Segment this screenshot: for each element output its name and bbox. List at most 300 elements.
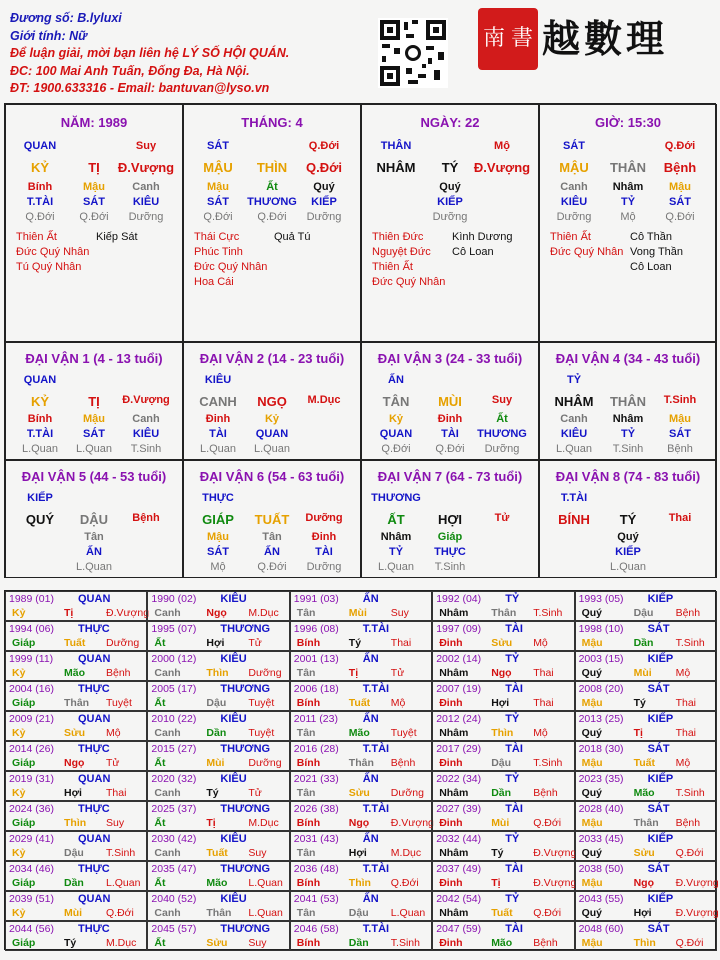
- year-chi: Ngọ: [633, 877, 655, 889]
- dai-van-hidden: Kỷ: [264, 413, 280, 425]
- year-chi: Tý: [206, 787, 219, 799]
- year-chi: Mùi: [64, 907, 83, 919]
- year-state: Dưỡng: [248, 667, 282, 679]
- year-state: L.Quan: [106, 877, 141, 889]
- year-label: 2026 (38): [293, 803, 339, 815]
- year-cell: [5, 891, 147, 921]
- pillar-r2-item: MẬU: [203, 160, 233, 175]
- year-can: Mậu: [581, 937, 603, 949]
- year-label: 2010 (22): [151, 713, 197, 725]
- year-can: Canh: [154, 847, 181, 859]
- year-god: T.TÀI: [362, 803, 390, 815]
- year-can: Mậu: [581, 817, 603, 829]
- pillar-r5-item: Dưỡng: [432, 211, 468, 223]
- year-chi: Dậu: [491, 757, 512, 769]
- year-state: Q.Đới: [675, 937, 704, 949]
- year-can: Quý: [581, 607, 603, 619]
- year-cell: [5, 861, 147, 891]
- year-god: KIẾP: [647, 653, 674, 665]
- pillar-r4-item: KIÊU: [132, 196, 160, 208]
- year-chi: Thân: [491, 607, 517, 619]
- year-state: Tuyệt: [248, 697, 275, 709]
- year-chi: Mão: [64, 667, 85, 679]
- year-label: 2012 (24): [436, 713, 482, 725]
- pillar-r5-item: Dưỡng: [556, 211, 592, 223]
- pillar-r3-item: Nhâm: [612, 181, 644, 193]
- year-can: Giáp: [12, 937, 36, 949]
- dai-van-hidden: Mậu: [83, 413, 105, 425]
- year-god: THỰC: [78, 803, 110, 815]
- dai-van-state: T.Sinh: [663, 394, 697, 406]
- year-can: Nhâm: [439, 787, 469, 799]
- year-chi: Sửu: [348, 787, 370, 799]
- year-chi: Ngọ: [64, 757, 85, 769]
- year-state: Suy: [106, 817, 125, 829]
- year-can: Nhâm: [439, 907, 469, 919]
- year-cell: [147, 771, 289, 801]
- year-cell: [5, 711, 147, 741]
- year-can: Giáp: [12, 637, 36, 649]
- pillar-r4-item: T.TÀI: [26, 196, 54, 208]
- year-chi: Thìn: [64, 817, 87, 829]
- year-chi: Mão: [206, 877, 228, 889]
- year-cell: [290, 741, 432, 771]
- year-god: TỶ: [505, 773, 520, 785]
- year-can: Nhâm: [439, 607, 469, 619]
- year-state: Đ.Vượng: [390, 817, 434, 829]
- pillar-r2-item: THÂN: [609, 160, 647, 175]
- year-label: 2047 (59): [436, 923, 482, 935]
- year-state: Q.Đới: [675, 847, 704, 859]
- year-chi: Thân: [64, 697, 90, 709]
- dai-van-cell: [183, 460, 361, 578]
- year-cell: [5, 921, 147, 951]
- year-chi: Thìn: [491, 727, 514, 739]
- year-god: TỶ: [505, 653, 520, 665]
- pillar-r3-item: Canh: [560, 181, 588, 193]
- pillar-r2-item: KỶ: [30, 160, 50, 175]
- year-chi: Thân: [633, 817, 659, 829]
- year-cell: [432, 861, 577, 891]
- pillar-r5-item: Dưỡng: [306, 211, 342, 223]
- year-state: Mộ: [533, 727, 548, 739]
- year-cell: [5, 831, 147, 861]
- dai-van-hidden-god: TỶ: [388, 546, 404, 558]
- year-can: Bính: [296, 877, 321, 889]
- year-state: Q.Đới: [533, 907, 562, 919]
- year-cell: [575, 921, 717, 951]
- year-label: 1992 (04): [436, 593, 482, 605]
- dai-van-can: CANH: [199, 394, 237, 409]
- year-chi: Sửu: [491, 637, 513, 649]
- year-chi: Dần: [633, 637, 654, 649]
- address-line: ĐC: 100 Mai Anh Tuấn, Đống Đa, Hà Nội.: [10, 63, 250, 78]
- year-label: 2036 (48): [293, 863, 339, 875]
- star-bad: Kiếp Sát: [96, 231, 138, 243]
- pillar-r4-item: TỶ: [620, 196, 636, 208]
- dai-van-hidden-state: T.Sinh: [434, 561, 466, 573]
- year-god: KIẾP: [647, 593, 674, 605]
- year-god: ẤN: [362, 593, 379, 605]
- dai-van-hidden-state: L.Quan: [555, 443, 593, 455]
- year-can: Giáp: [12, 697, 36, 709]
- year-state: Đ.Vượng: [533, 877, 577, 889]
- year-cell: [290, 591, 432, 621]
- dai-van-hidden-god: THƯƠNG: [477, 428, 527, 440]
- year-chi: Mùi: [491, 817, 510, 829]
- pillar-r2-item: Q.Đới: [306, 160, 342, 175]
- year-chi: Tị: [491, 877, 501, 889]
- year-god: KIÊU: [220, 893, 247, 905]
- dai-van-hidden-state: L.Quan: [377, 561, 415, 573]
- year-god: TỶ: [505, 713, 520, 725]
- dai-van-chi: TỊ: [88, 394, 100, 409]
- dai-van-hidden: Tân: [262, 531, 282, 543]
- dai-van-chi: MÙI: [438, 394, 462, 409]
- dai-van-hidden-god: THỰC: [434, 546, 466, 558]
- year-chi: Dậu: [206, 697, 227, 709]
- year-god: ẤN: [362, 653, 379, 665]
- pillar-r3-item: Mậu: [669, 181, 691, 193]
- year-chi: Tý: [491, 847, 504, 859]
- pillar-r5-item: Q.Đới: [257, 211, 287, 223]
- year-state: Tử: [248, 637, 262, 649]
- dai-van-can: ẤT: [387, 512, 405, 527]
- dai-van-cell: [539, 342, 717, 460]
- year-god: THỰC: [78, 683, 110, 695]
- year-label: 2022 (34): [436, 773, 482, 785]
- year-label: 2025 (37): [151, 803, 197, 815]
- year-chi: Dần: [491, 787, 512, 799]
- pillar-r5-item: Mộ: [620, 211, 636, 223]
- year-cell: [147, 861, 289, 891]
- year-cell: [5, 651, 147, 681]
- year-cell: [432, 771, 574, 801]
- year-can: Ất: [154, 817, 166, 829]
- pillar-r1-item: THÂN: [380, 140, 412, 152]
- dai-van-title: ĐẠI VẬN 5 (44 - 53 tuổi): [21, 469, 167, 484]
- year-can: Quý: [581, 907, 603, 919]
- year-label: 2014 (26): [9, 743, 54, 755]
- year-cell: [575, 771, 717, 801]
- dai-van-hidden-state: T.Sinh: [612, 443, 644, 455]
- dai-van-hidden-god: QUAN: [255, 428, 289, 440]
- year-cell: [575, 681, 717, 711]
- dai-van-can: KỶ: [30, 394, 50, 409]
- star-good: Đức Quý Nhân: [16, 246, 90, 258]
- pillar-r2-item: NHÂM: [376, 160, 416, 175]
- dai-van-cell: [5, 342, 183, 460]
- year-cell: [290, 891, 432, 921]
- year-chi: Tị: [348, 667, 359, 679]
- year-can: Nhâm: [439, 727, 469, 739]
- year-state: Dưỡng: [248, 757, 282, 769]
- year-cell: [432, 891, 574, 921]
- year-state: Tuyệt: [106, 697, 132, 709]
- year-can: Quý: [581, 667, 603, 679]
- year-cell: [432, 741, 574, 771]
- dai-van-hidden-state: L.Quan: [75, 443, 113, 455]
- dai-van-state: Bệnh: [132, 512, 160, 524]
- year-can: Mậu: [581, 637, 603, 649]
- dai-van-hidden: Canh: [560, 413, 588, 425]
- dai-van-hidden: Đinh: [311, 531, 337, 543]
- year-state: Mộ: [675, 757, 691, 769]
- year-label: 2041 (53): [293, 893, 339, 905]
- year-state: Bệnh: [533, 937, 558, 949]
- year-cell: [575, 891, 717, 921]
- dai-van-hidden-god: TỶ: [620, 428, 636, 440]
- year-chi: Mùi: [206, 757, 225, 769]
- year-chi: Thân: [348, 757, 374, 769]
- year-god: QUAN: [78, 773, 111, 785]
- star-good: Hoa Cái: [194, 276, 234, 288]
- pillar-r5-item: Q.Đới: [79, 211, 109, 223]
- year-label: 2044 (56): [9, 923, 54, 935]
- year-can: Mậu: [581, 697, 603, 709]
- year-can: Bính: [296, 817, 321, 829]
- star-good: Thiên Ất: [550, 231, 591, 243]
- dai-van-hidden: Canh: [132, 413, 160, 425]
- star-bad: Kình Dương: [452, 231, 513, 243]
- year-chi: Hợi: [633, 907, 652, 919]
- pillar-r4-item: KIẾP: [437, 196, 463, 208]
- dai-van-hidden-state: L.Quan: [21, 443, 59, 455]
- year-cell: [147, 741, 289, 771]
- year-god: TÀI: [505, 803, 523, 815]
- year-state: Thai: [675, 727, 697, 739]
- year-god: KIÊU: [220, 713, 247, 725]
- star-good: Thái Cực: [194, 231, 240, 243]
- year-state: Q.Đới: [533, 817, 562, 829]
- pillar-r4-item: KIÊU: [560, 196, 588, 208]
- year-label: 2027 (39): [436, 803, 482, 815]
- year-label: 1997 (09): [436, 623, 482, 635]
- dai-van-hidden-god: KIẾP: [615, 546, 641, 558]
- pillar-r2-item: Bệnh: [663, 160, 697, 175]
- year-cell: [147, 651, 289, 681]
- year-can: Nhâm: [439, 667, 469, 679]
- year-chi: Hợi: [348, 847, 367, 859]
- year-state: Tử: [390, 667, 405, 679]
- year-state: Suy: [248, 847, 267, 859]
- year-state: M.Dục: [106, 937, 137, 949]
- year-god: KIÊU: [220, 653, 247, 665]
- year-god: KIẾP: [647, 713, 674, 725]
- year-label: 1989 (01): [9, 593, 54, 605]
- pillar-r4-item: SÁT: [207, 196, 229, 208]
- dai-van-can: GIÁP: [202, 512, 234, 527]
- year-cell: [432, 621, 574, 651]
- dai-van-hidden-state: Bệnh: [667, 443, 693, 455]
- year-label: 2006 (18): [293, 683, 339, 695]
- dai-van-state: M.Dục: [307, 394, 341, 406]
- year-label: 2002 (14): [436, 653, 482, 665]
- year-chi: Mão: [348, 727, 370, 739]
- dai-van-hidden-god: TÀI: [315, 546, 333, 558]
- dai-van-cell: [361, 460, 539, 578]
- dai-van-chi: TÝ: [619, 512, 637, 527]
- year-can: Bính: [296, 937, 321, 949]
- year-can: Kỷ: [12, 607, 26, 619]
- year-can: Tân: [296, 607, 316, 619]
- year-label: 2040 (52): [151, 893, 197, 905]
- year-god: KIẾP: [647, 893, 674, 905]
- year-god: THƯƠNG: [220, 803, 271, 815]
- year-cell: [5, 621, 147, 651]
- pillar-r5-item: Q.Đới: [25, 211, 55, 223]
- dai-van-hidden-state: T.Sinh: [130, 443, 162, 455]
- dai-van-hidden: Nhâm: [380, 531, 412, 543]
- year-chi: Tý: [348, 637, 362, 649]
- year-state: Bệnh: [675, 817, 701, 829]
- qr-code-icon: [378, 18, 448, 88]
- year-can: Kỷ: [12, 787, 26, 799]
- pillar-r5-item: Dưỡng: [128, 211, 164, 223]
- year-god: TÀI: [505, 923, 523, 935]
- owner-line: Đương số: B.lyluxi: [10, 11, 122, 25]
- star-good: Thiên Đức: [372, 231, 424, 243]
- dai-van-hidden: Mậu: [669, 413, 691, 425]
- dai-van-hidden: Bính: [27, 413, 53, 425]
- year-chi: Tị: [633, 727, 643, 739]
- year-cell: [432, 711, 574, 741]
- year-cell: [147, 711, 289, 741]
- dai-van-hidden-god: TÀI: [209, 428, 227, 440]
- year-god: SÁT: [647, 923, 670, 935]
- pillar-r3-item: Quý: [439, 181, 461, 193]
- year-state: Tuyệt: [390, 727, 417, 739]
- year-god: THƯƠNG: [220, 923, 271, 935]
- year-can: Quý: [581, 727, 603, 739]
- dai-van-hidden-god: QUAN: [379, 428, 413, 440]
- year-cell: [290, 801, 432, 831]
- dai-van-hidden: Nhâm: [612, 413, 644, 425]
- year-state: Thai: [675, 697, 697, 709]
- year-cell: [290, 681, 432, 711]
- year-chi: Ngọ: [348, 817, 370, 829]
- dai-van-hidden-state: L.Quan: [199, 443, 237, 455]
- dai-van-title: ĐẠI VẬN 6 (54 - 63 tuổi): [199, 469, 345, 484]
- year-cell: [575, 621, 717, 651]
- year-god: T.TÀI: [362, 623, 390, 635]
- pillar-r3-item: Quý: [313, 181, 335, 193]
- year-can: Đinh: [439, 877, 463, 889]
- year-can: Canh: [154, 607, 181, 619]
- year-chi: Hợi: [64, 787, 82, 799]
- year-label: 2004 (16): [9, 683, 54, 695]
- pillar-r3-item: Mậu: [83, 181, 105, 193]
- pillar-r1-item: Q.Đới: [308, 140, 340, 152]
- dai-van-hidden-god: ẤN: [86, 546, 102, 558]
- star-good: Đức Quý Nhân: [550, 246, 624, 258]
- dai-van-cell: [183, 342, 361, 460]
- header-info: [10, 10, 289, 98]
- year-chi: Thìn: [206, 667, 229, 679]
- year-state: Mộ: [533, 637, 548, 649]
- year-can: Kỷ: [12, 667, 26, 679]
- year-god: ẤN: [362, 713, 379, 725]
- year-god: SÁT: [647, 743, 670, 755]
- year-cell: [290, 831, 432, 861]
- year-label: 2023 (35): [578, 773, 624, 785]
- year-god: THƯƠNG: [220, 683, 271, 695]
- year-chi: Hợi: [491, 697, 510, 709]
- dai-van-can: BÍNH: [558, 512, 590, 527]
- year-state: T.Sinh: [675, 637, 705, 649]
- dai-van-god: KIẾP: [27, 492, 53, 504]
- dai-van-can: NHÂM: [554, 394, 594, 409]
- year-chi: Ngọ: [206, 607, 227, 619]
- year-chi: Hợi: [206, 637, 225, 649]
- year-can: Canh: [154, 727, 181, 739]
- year-label: 2008 (20): [578, 683, 624, 695]
- year-state: T.Sinh: [533, 607, 563, 619]
- year-label: 2048 (60): [578, 923, 624, 935]
- year-state: T.Sinh: [675, 787, 705, 799]
- year-state: Bệnh: [533, 787, 558, 799]
- gender-line: Giới tính: Nữ: [10, 28, 88, 43]
- star-bad: Cô Loan: [630, 261, 672, 273]
- year-label: 2038 (50): [578, 863, 624, 875]
- dai-van-hidden-god: KIÊU: [132, 428, 160, 440]
- pillar-r2-item: Đ.Vượng: [117, 160, 175, 175]
- year-cell: [432, 831, 577, 861]
- year-state: Dưỡng: [390, 787, 424, 799]
- year-can: Tân: [296, 727, 316, 739]
- year-label: 2045 (57): [151, 923, 197, 935]
- star-good: Thiên Ất: [16, 231, 57, 243]
- year-label: 1990 (02): [151, 593, 197, 605]
- dai-van-hidden: Kỷ: [388, 413, 404, 425]
- dai-van-state: Suy: [491, 394, 513, 406]
- dai-van-hidden-god: T.TÀI: [26, 428, 54, 440]
- year-can: Tân: [296, 907, 316, 919]
- year-can: Tân: [296, 667, 316, 679]
- year-chi: Dậu: [633, 607, 654, 619]
- pillar-title: THÁNG: 4: [241, 115, 303, 130]
- year-label: 2000 (12): [151, 653, 197, 665]
- dai-van-hidden-god: SÁT: [83, 428, 105, 440]
- year-god: SÁT: [647, 623, 670, 635]
- year-cell: [575, 651, 717, 681]
- year-cell: [5, 681, 147, 711]
- year-state: Bệnh: [675, 607, 701, 619]
- year-god: KIẾP: [647, 833, 674, 845]
- year-god: SÁT: [647, 803, 670, 815]
- year-cell: [575, 861, 717, 891]
- year-state: T.Sinh: [106, 847, 136, 859]
- year-chi: Tuất: [633, 757, 655, 769]
- year-state: Tử: [106, 757, 120, 769]
- pillar-cell: [5, 104, 183, 342]
- dai-van-hidden: Ất: [496, 413, 508, 425]
- year-can: Bính: [296, 637, 321, 649]
- year-can: Bính: [296, 697, 321, 709]
- year-cell: [147, 801, 289, 831]
- year-label: 2039 (51): [9, 893, 54, 905]
- year-label: 2032 (44): [436, 833, 482, 845]
- year-state: T.Sinh: [533, 757, 563, 769]
- star-good: Thiên Ất: [372, 261, 413, 273]
- pillar-r3-item: Bính: [27, 181, 53, 193]
- year-label: 2018 (30): [578, 743, 624, 755]
- dai-van-hidden: Quý: [617, 531, 639, 543]
- pillar-r4-item: THƯƠNG: [247, 196, 297, 208]
- year-god: QUAN: [78, 653, 111, 665]
- year-cell: [575, 801, 717, 831]
- year-cell: [575, 591, 717, 621]
